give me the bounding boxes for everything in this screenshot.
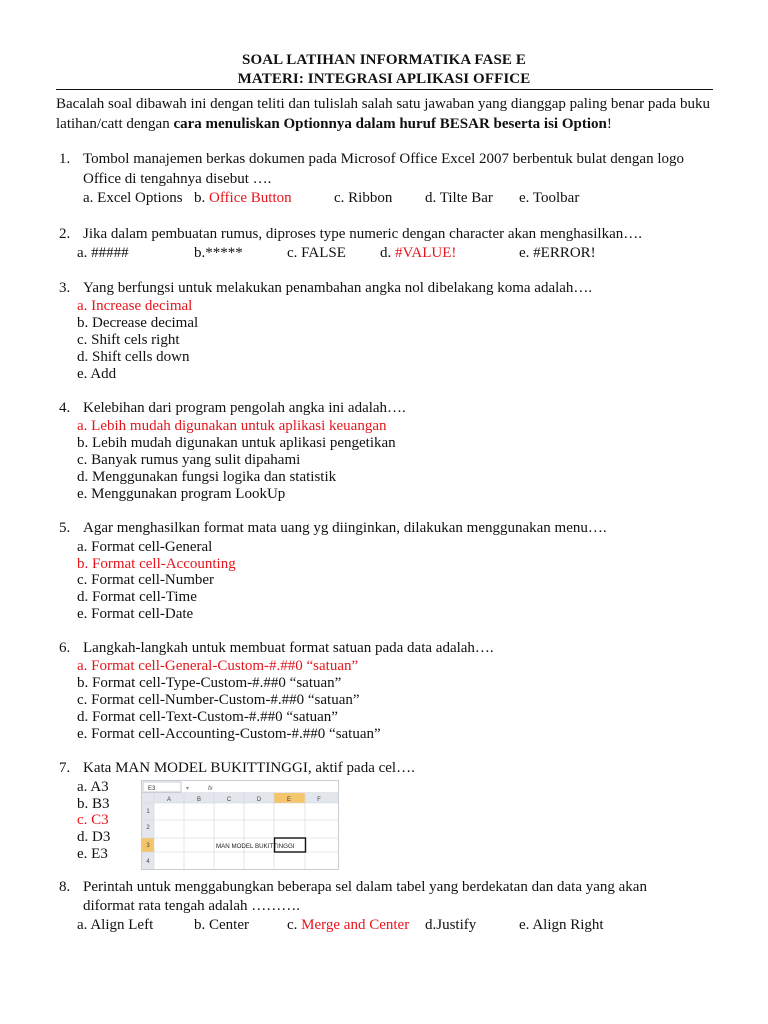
- option-b: b. Decrease decimal: [77, 315, 199, 331]
- document-title: SOAL LATIHAN INFORMATIKA FASE E: [242, 52, 526, 68]
- question-text: Yang berfungsi untuk melakukan penambahan angka nol dibelakang koma adalah….: [83, 280, 593, 296]
- option-d: [380, 245, 456, 262]
- question-text: Agar menghasilkan format mata uang yg diinginkan, dilakukan menggunakan menu….: [83, 520, 607, 536]
- option-e: e. E3: [77, 846, 108, 862]
- spreadsheet-screenshot: [141, 780, 339, 870]
- option-c: c. Banyak rumus yang sulit dipahami: [77, 452, 301, 468]
- option-c: c. Format cell-Number-Custom-#.##0 “satuan”: [77, 692, 360, 708]
- column-header-row: [142, 793, 338, 803]
- option-e: e. #ERROR!: [519, 245, 596, 261]
- row-header: 2: [146, 825, 150, 831]
- question-text: Langkah-langkah untuk membuat format satuan pada data adalah….: [83, 640, 494, 656]
- question-text: Office di tengahnya disebut ….: [83, 171, 272, 187]
- question-number: 8.: [59, 879, 71, 895]
- question-text: Kelebihan dari program pengolah angka ini adalah….: [83, 400, 406, 416]
- option-e: e. Toolbar: [519, 190, 580, 206]
- instructions: [56, 94, 716, 134]
- option-e: e. Add: [77, 366, 117, 382]
- option-d: d. Menggunakan fungsi logika dan statistik: [77, 469, 337, 485]
- option-e: e. Align Right: [519, 917, 604, 933]
- option-c: c. Format cell-Number: [77, 572, 215, 588]
- option-b: b. Center: [194, 917, 249, 933]
- option-d: d. Format cell-Time: [77, 589, 197, 605]
- question-text: Jika dalam pembuatan rumus, diproses type numeric dengan character akan menghasilkan….: [83, 226, 642, 242]
- question-number: 2.: [59, 226, 71, 242]
- column-header: E: [286, 797, 292, 803]
- question-number: 4.: [59, 400, 71, 416]
- column-header: D: [256, 797, 262, 803]
- row-header: 1: [146, 809, 150, 815]
- option-e: e. Format cell-Accounting-Custom-#.##0 “satuan”: [77, 726, 381, 742]
- option-e: e. Menggunakan program LookUp: [77, 486, 286, 502]
- question-text: Kata MAN MODEL BUKITTINGGI, aktif pada cel….: [83, 760, 415, 776]
- option-d: d. Shift cells down: [77, 349, 190, 365]
- option-d: d. Format cell-Text-Custom-#.##0 “satuan”: [77, 709, 338, 725]
- formula-bar-arrow-icon: ▾: [186, 786, 190, 792]
- option-b: b. Lebih mudah digunakan untuk aplikasi pengetikan: [77, 435, 396, 451]
- option-a: a. Format cell-General-Custom-#.##0 “satuan”: [77, 658, 359, 674]
- option-letter: b.: [194, 190, 206, 206]
- option-letter: d.: [380, 245, 392, 261]
- option-letter: c.: [287, 917, 298, 933]
- option-a: a. #####: [77, 245, 129, 261]
- option-d: d. Tilte Bar: [425, 190, 493, 206]
- option-a: a. Align Left: [77, 917, 154, 933]
- name-box-value: E3: [148, 786, 156, 792]
- option-b: b. Format cell-Type-Custom-#.##0 “satuan”: [77, 675, 342, 691]
- option-b: b. Format cell-Accounting: [77, 556, 236, 572]
- option-e: e. Format cell-Date: [77, 606, 194, 622]
- correct-answer: Office Button: [209, 190, 292, 206]
- column-header: F: [317, 797, 321, 803]
- question-text: diformat rata tengah adalah ……….: [83, 898, 301, 914]
- option-c: c. Ribbon: [334, 190, 393, 206]
- column-header: A: [166, 797, 172, 803]
- option-c: c. Shift cels right: [77, 332, 180, 348]
- question-number: 1.: [59, 151, 71, 167]
- correct-answer: Merge and Center: [301, 917, 410, 933]
- option-a: a. Excel Options: [83, 190, 183, 206]
- question-number: 3.: [59, 280, 71, 296]
- option-b: b.*****: [194, 245, 243, 261]
- option-c: c. C3: [77, 812, 109, 828]
- question-number: 5.: [59, 520, 71, 536]
- row-header: 4: [146, 859, 150, 865]
- title-divider: [56, 89, 713, 90]
- correct-answer: #VALUE!: [395, 245, 457, 261]
- fx-icon: fx: [208, 786, 213, 792]
- cell-text: MAN MODEL BUKITTINGGI: [216, 843, 295, 850]
- option-a: a. A3: [77, 779, 109, 795]
- row-header: 3: [146, 843, 150, 849]
- document-subtitle: MATERI: INTEGRASI APLIKASI OFFICE: [237, 71, 531, 87]
- column-header: C: [226, 797, 232, 803]
- option-a: a. Format cell-General: [77, 539, 213, 555]
- option-c: [287, 917, 409, 934]
- question-number: 6.: [59, 640, 71, 656]
- option-a: a. Lebih mudah digunakan untuk aplikasi keuangan: [77, 418, 387, 434]
- column-header: B: [196, 797, 202, 803]
- option-d: d.Justify: [425, 917, 477, 933]
- option-b: b. B3: [77, 796, 110, 812]
- option-d: d. D3: [77, 829, 111, 845]
- question-number: 7.: [59, 760, 71, 776]
- instructions-emphasis: cara menuliskan Optionnya dalam huruf BESAR beserta isi Option: [173, 116, 607, 132]
- option-b: [194, 190, 292, 207]
- instructions-text: Bacalah soal dibawah ini dengan teliti dan tulislah salah satu jawaban yang dianggap paling benar pada buku latihan/catt dengan: [56, 96, 710, 132]
- option-a: a. Increase decimal: [77, 298, 193, 314]
- question-text: Tombol manajemen berkas dokumen pada Microsof Office Excel 2007 berbentuk bulat dengan logo: [83, 151, 684, 167]
- question-text: Perintah untuk menggabungkan beberapa sel dalam tabel yang berdekatan dan data yang akan: [83, 879, 647, 895]
- instructions-end: !: [606, 116, 612, 132]
- option-c: c. FALSE: [287, 245, 346, 261]
- cell-grid: [154, 803, 338, 869]
